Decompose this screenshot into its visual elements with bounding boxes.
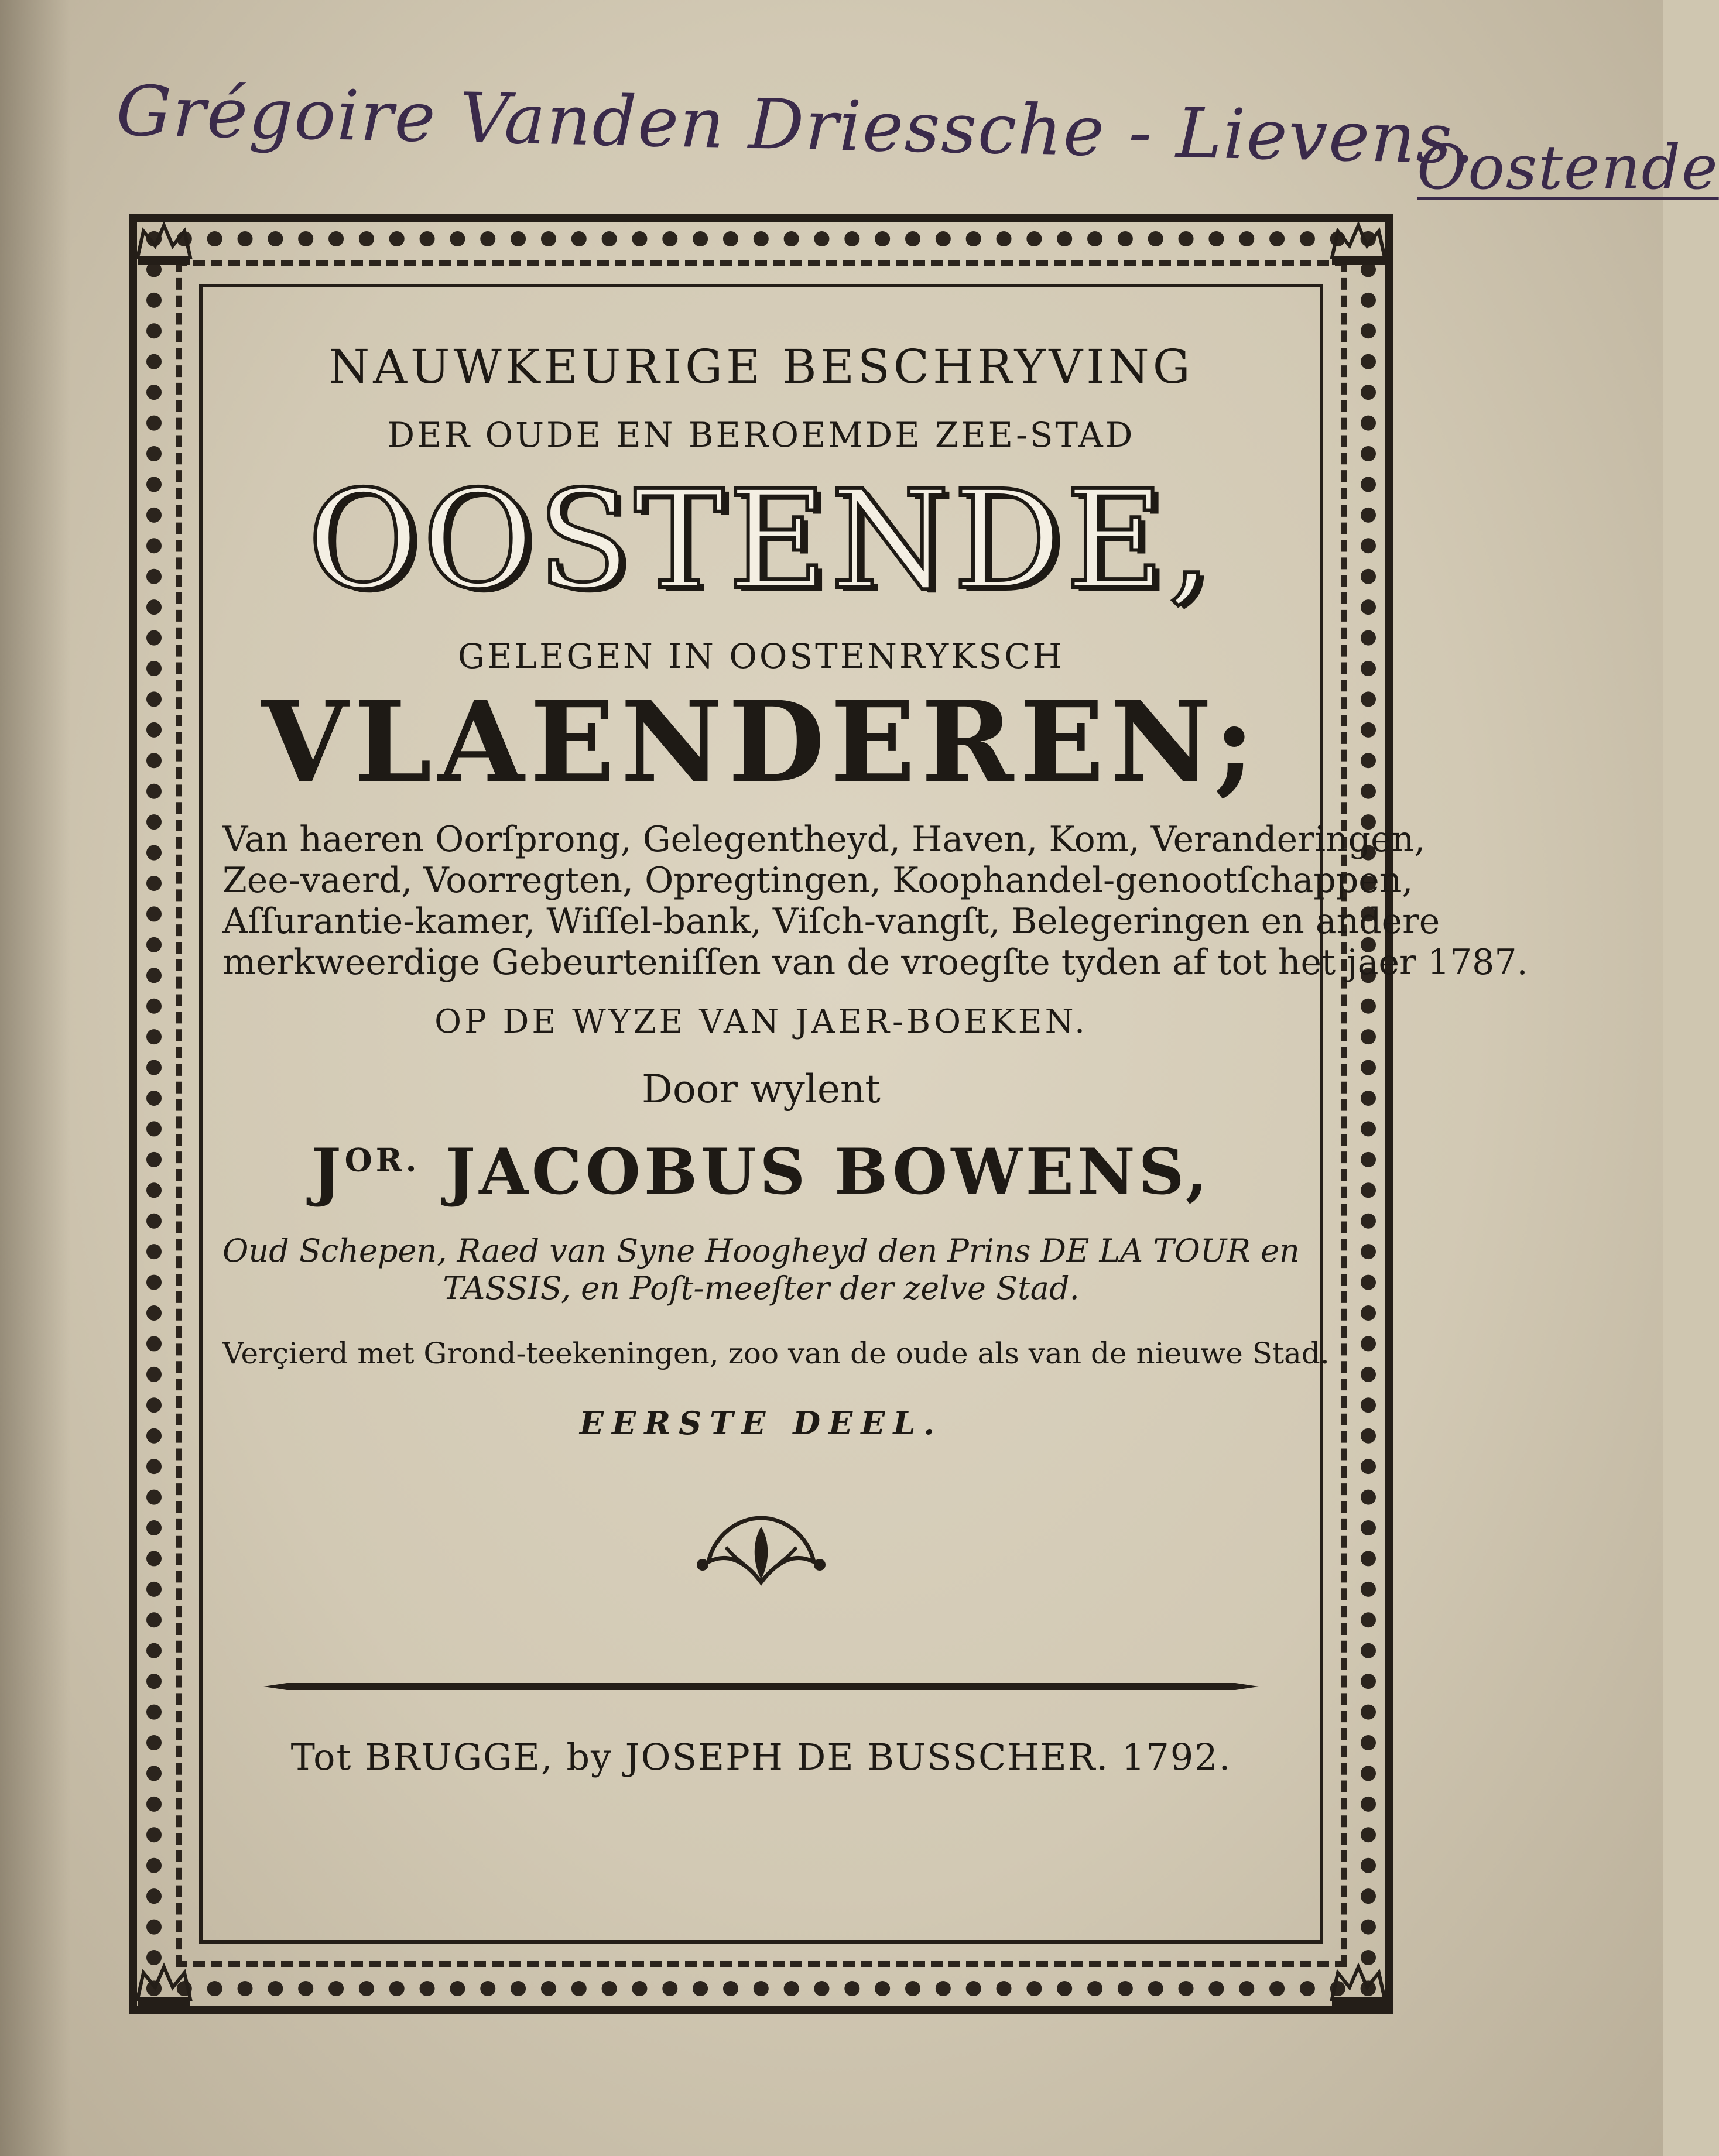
crown-ornament-bottom-left	[132, 1958, 196, 2011]
description-line: Zee-vaerd, Voorregten, Opregtingen, Koophandel-genootſchappen,	[222, 860, 1413, 901]
author-roles	[222, 1232, 1300, 1307]
volume-line: EERSTE DEEL.	[579, 1404, 943, 1442]
divider-rule	[263, 1682, 1259, 1691]
author-surname: JACOBUS BOWENS,	[446, 1135, 1211, 1209]
author-role-line: Oud Schepen, Raed van Syne Hoogheyd den Prins DE LA TOUR en	[222, 1232, 1300, 1269]
title-line-2: DER OUDE EN BEROEMDE ZEE-STAD	[387, 415, 1135, 455]
crown-ornament-bottom-right	[1326, 1958, 1391, 2011]
illustrations-line: Verçierd met Grond-teekeningen, zoo van de oude als van de nieuwe Stad.	[222, 1336, 1330, 1370]
shell-ornament-icon	[691, 1506, 831, 1594]
imprint-line: Tot BRUGGE, by JOSEPH DE BUSSCHER. 1792.	[290, 1736, 1232, 1778]
handwritten-city: Oostende	[1417, 132, 1719, 203]
description-line: Van haeren Oorſprong, Gelegentheyd, Haven, Kom, Veranderingen,	[222, 819, 1426, 860]
crown-ornament-top-right	[1326, 217, 1391, 269]
description-line: merkweerdige Gebeurteniſſen van de vroegſte tyden af tot het jaer 1787.	[222, 942, 1528, 983]
title-page-content	[222, 328, 1528, 1778]
title-line-3: GELEGEN IN OOSTENRYKSCH	[457, 636, 1065, 676]
description-paragraph	[222, 819, 1528, 983]
owner-signature: Grégoire Vanden Driessche - Lievens.	[115, 70, 1477, 180]
author-role-line: TASSIS, en Poſt-meeſter der zelve Stad.	[443, 1270, 1080, 1307]
crown-ornament-top-left	[132, 217, 196, 269]
author-name	[222, 1135, 1300, 1209]
author-prefix: J	[311, 1135, 345, 1209]
description-line: Aſſurantie-kamer, Wiſſel-bank, Viſch-vangſt, Belegeringen en andere	[222, 901, 1440, 942]
by-line: Door wylent	[642, 1067, 881, 1112]
spine-shadow	[0, 0, 70, 2156]
title-line-1: NAUWKEURIGE BESCHRYVING	[328, 340, 1194, 394]
region-title: VLAENDEREN;	[261, 677, 1261, 807]
method-line: OP DE WYZE VAN JAER-BOEKEN.	[434, 1003, 1088, 1041]
author-title-abbrev: OR.	[344, 1141, 420, 1179]
city-title: OOSTENDE,	[307, 461, 1215, 619]
